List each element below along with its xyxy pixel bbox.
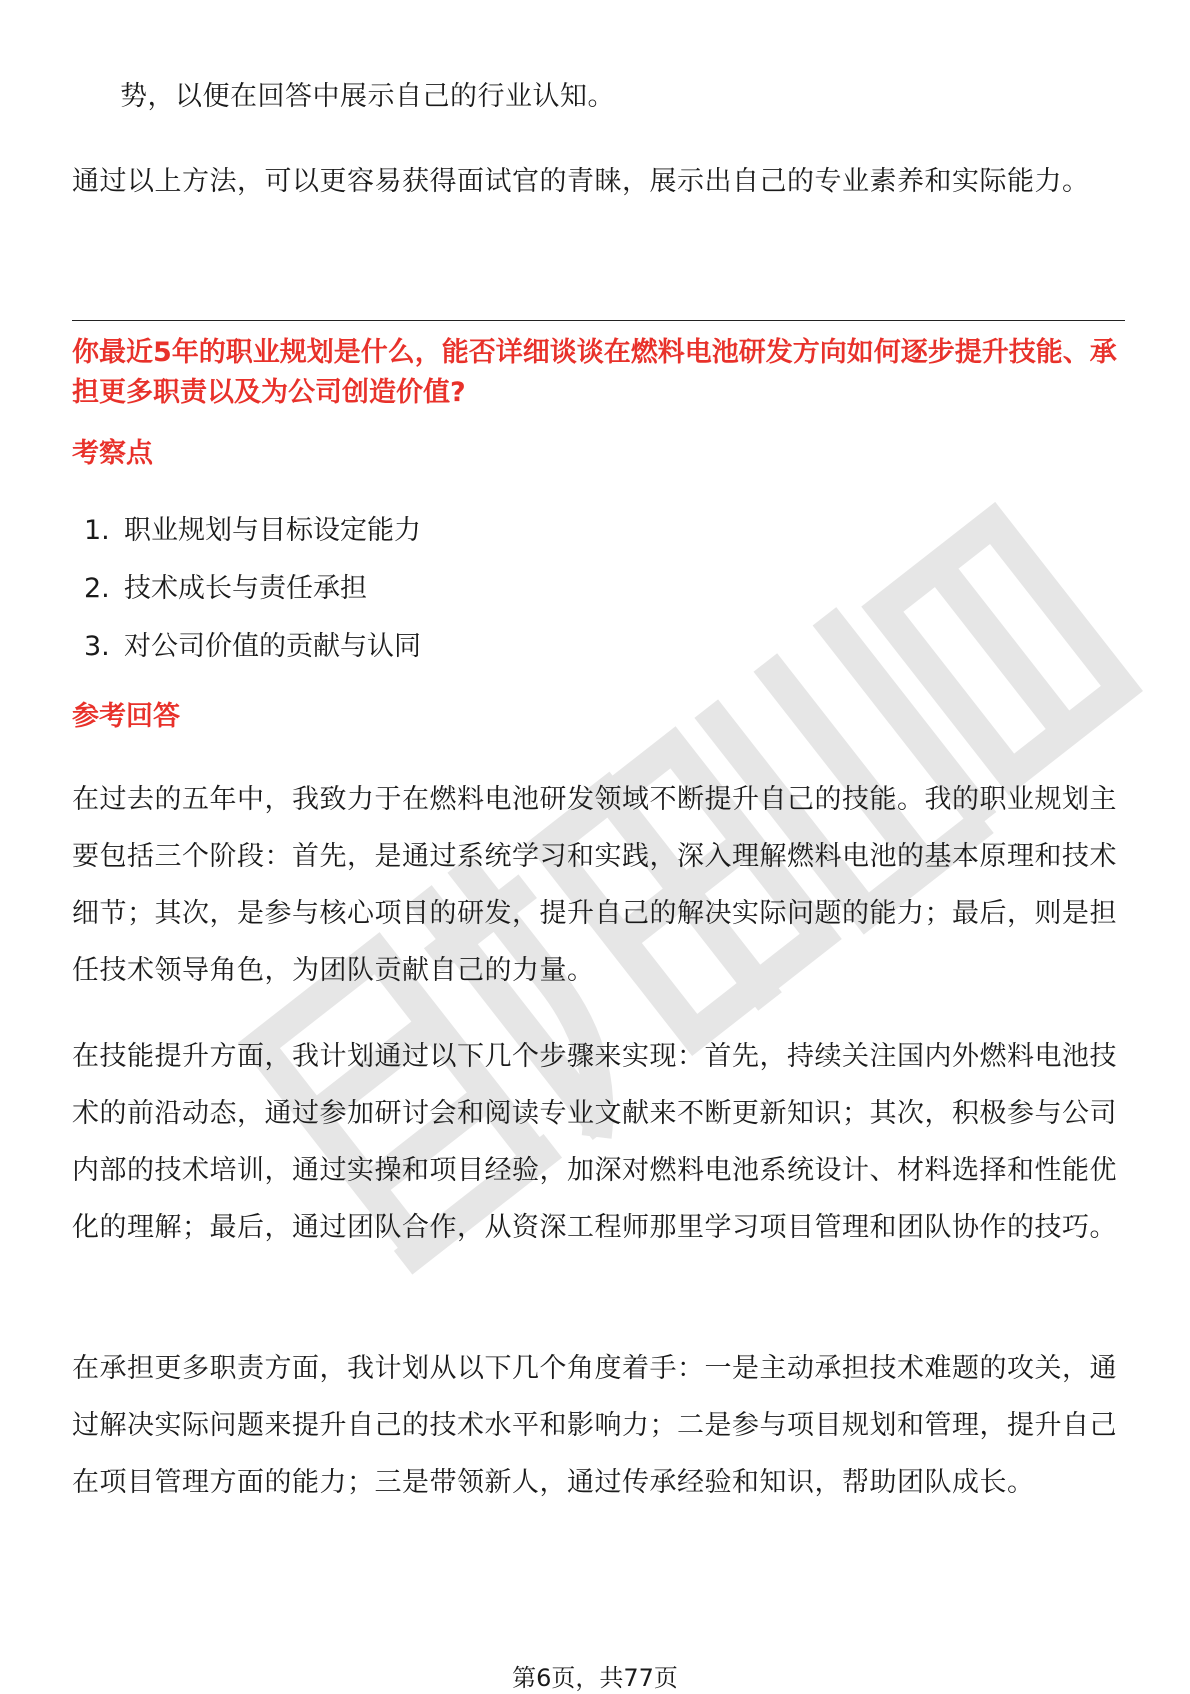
- list-item-text: 职业规划与目标设定能力: [124, 515, 421, 546]
- list-item-number: 1.: [84, 515, 110, 546]
- answer-paragraph: 在技能提升方面，我计划通过以下几个步骤来实现：首先，持续关注国内外燃料电池技术的前沿动态，通过参加研讨会和阅读专业文献来不断更新知识；其次，积极参与公司内部的技术培训，通过实操和项目经验，加深对燃料电池系统设计、材料选择和性能优化的理解；最后，通过团队合作，从资深工程师那里学习项目管理和团队协作的技巧。: [72, 1041, 1117, 1243]
- list-item-text: 对公司价值的贡献与认同: [124, 631, 421, 662]
- interview-question: 你最近5年的职业规划是什么，能否详细谈谈在燃料电池研发方向如何逐步提升技能、承担更多职责以及为公司创造价值?: [72, 337, 1117, 408]
- exam-points-list: [84, 502, 421, 676]
- list-item: [84, 560, 421, 618]
- summary-paragraph: 通过以上方法，可以更容易获得面试官的青睐，展示出自己的专业素养和实际能力。: [72, 166, 1090, 197]
- answer-paragraph: 在承担更多职责方面，我计划从以下几个角度着手：一是主动承担技术难题的攻关，通过解决实际问题来提升自己的技术水平和影响力；二是参与项目规划和管理，提升自己在项目管理方面的能力；三是带领新人，通过传承经验和知识，帮助团队成长。: [72, 1353, 1117, 1498]
- page-number-footer: 第6页，共77页: [512, 1664, 678, 1692]
- reference-answer-heading: 参考回答: [72, 701, 180, 732]
- list-item: [84, 618, 421, 676]
- list-item-number: 2.: [84, 573, 110, 604]
- continuation-text: 势，以便在回答中展示自己的行业认知。: [120, 81, 615, 112]
- list-item-text: 技术成长与责任承担: [124, 573, 367, 604]
- list-item: [84, 502, 421, 560]
- list-item-number: 3.: [84, 631, 110, 662]
- answer-paragraph: 在过去的五年中，我致力于在燃料电池研发领域不断提升自己的技能。我的职业规划主要包括三个阶段：首先，是通过系统学习和实践，深入理解燃料电池的基本原理和技术细节；其次，是参与核心项目的研发，提升自己的解决实际问题的能力；最后，则是担任技术领导角色，为团队贡献自己的力量。: [72, 784, 1117, 986]
- exam-points-heading: 考察点: [72, 438, 153, 469]
- section-divider: [72, 320, 1125, 321]
